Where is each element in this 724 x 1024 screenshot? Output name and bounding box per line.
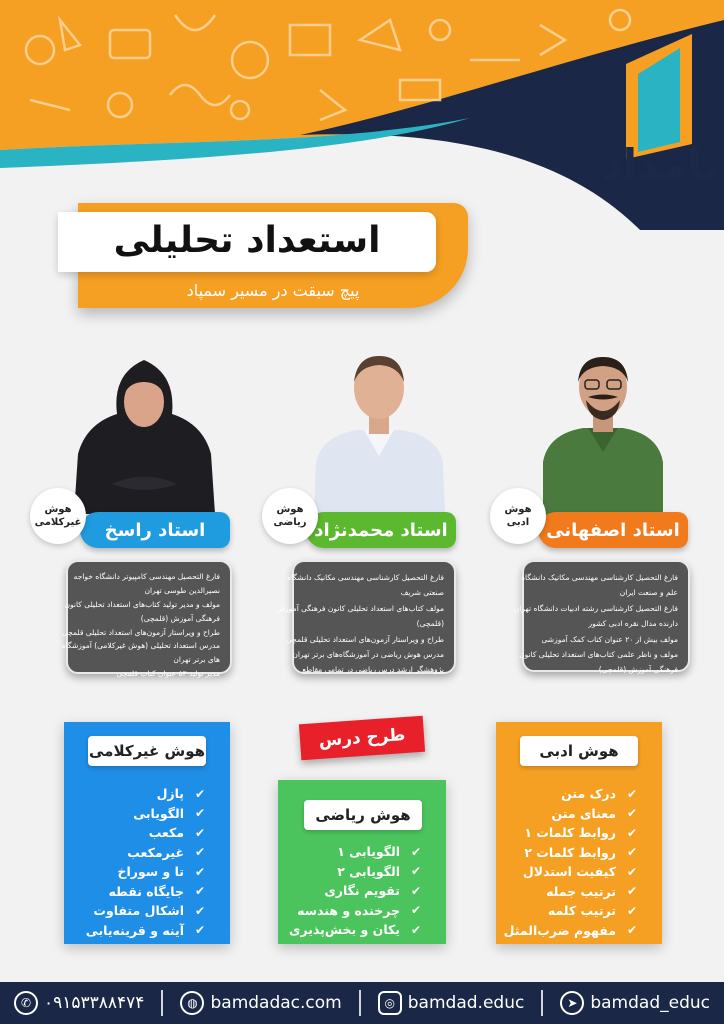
teacher-photo-mohammadnejad (312, 352, 447, 514)
check-icon: ✔ (626, 884, 638, 899)
teacher-name-rasekh: استاد راسخ (80, 512, 230, 548)
check-icon: ✔ (410, 922, 422, 937)
list-item (68, 823, 208, 843)
footer-divider (161, 990, 163, 1016)
card-nonverbal-title: هوش غیرکلامی (88, 736, 206, 766)
list-item-label: غیرمکعب (127, 844, 184, 860)
list-item-label: الگویابی ۱ (337, 844, 400, 860)
check-icon: ✔ (626, 923, 638, 938)
check-icon: ✔ (410, 844, 422, 859)
check-icon: ✔ (626, 903, 638, 918)
list-item (68, 843, 208, 863)
card-literary-title: هوش ادبی (520, 736, 638, 766)
list-item (280, 881, 424, 901)
bio-line: علم و صنعت ایران (619, 588, 678, 598)
instagram-icon: ◎ (378, 991, 402, 1015)
footer-telegram[interactable] (560, 991, 710, 1015)
tag-line: هوش (504, 504, 532, 515)
list-item (68, 921, 208, 941)
card-nonverbal (64, 722, 230, 944)
list-item (280, 920, 424, 940)
list-item (280, 842, 424, 862)
list-item (500, 823, 640, 843)
list-item-label: تا و سوراخ (117, 864, 184, 880)
teacher-bio-rasekh (61, 560, 232, 679)
list-item-label: تقویم نگاری (324, 883, 400, 899)
bio-line: پژوهشگر ارشد درس ریاضی در تمامی مقاطع (302, 665, 444, 675)
list-item-label: الگویابی (133, 805, 184, 821)
bio-line: (قلمچی) (416, 619, 444, 629)
bio-line: فارغ التحصیل مهندسی کامپیوتر دانشگاه خواجه (73, 572, 220, 581)
bio-line: مولف بیش از ۲۰ عنوان کتاب کمک آموزشی (541, 634, 678, 644)
list-item-label: جایگاه نقطه (108, 883, 184, 899)
list-item-label: آینه و قرینه‌یابی (85, 922, 184, 938)
bio-line: فارغ التحصیل کارشناسی مهندسی مکانیک دانشگاه (287, 573, 444, 582)
bio-line: مدرس استعداد تحلیلی (هوش غیرکلامی) آموزشگاه (61, 641, 220, 651)
list-item (500, 784, 640, 804)
teacher-name-esfahani: استاد اصفهانی (538, 512, 688, 548)
teacher-tag-rasekh (30, 488, 86, 544)
check-icon: ✔ (194, 923, 206, 938)
list-item-label: چرخنده و هندسه (297, 902, 400, 918)
list-item-label: الگویابی ۲ (337, 863, 400, 879)
tag-line: هوش (276, 504, 304, 515)
check-icon: ✔ (626, 825, 638, 840)
list-item-label: ترتیب جمله (546, 883, 616, 899)
list-item (280, 862, 424, 882)
check-icon: ✔ (194, 903, 206, 918)
list-item (68, 862, 208, 882)
page-subtitle: پیچ سبقت در مسیر سمپاد (186, 281, 360, 300)
list-item (500, 862, 640, 882)
check-icon: ✔ (194, 864, 206, 879)
list-item (280, 901, 424, 921)
bio-line: نصیرالدین طوسی تهران (144, 585, 220, 595)
list-item (500, 901, 640, 921)
card-math-items (280, 842, 424, 940)
bio-line: مولف و مدیر تولید کتاب‌های استعداد تحلیلی کانون (64, 599, 220, 609)
check-icon: ✔ (194, 884, 206, 899)
bio-line: مولف و ناظر علمی کتاب‌های استعداد تحلیلی کانون (519, 649, 678, 659)
bio-line: مدرس هوش ریاضی در آموزشگاه‌های برتر تهران (292, 649, 444, 659)
footer-instagram[interactable] (378, 991, 525, 1015)
footer-website[interactable] (180, 991, 341, 1015)
phone-number: ۰۹۱۵۳۳۸۸۴۷۴ (44, 993, 145, 1013)
list-item-label: معنای متن (551, 805, 616, 821)
card-math-title: هوش ریاضی (304, 800, 422, 830)
list-item-label: پازل (156, 786, 184, 802)
list-item (68, 804, 208, 824)
check-icon: ✔ (626, 864, 638, 879)
tag-line: ادبی (506, 517, 530, 528)
instagram-handle: bamdad.educ (407, 993, 525, 1013)
list-item (500, 921, 640, 941)
list-item-label: روابط کلمات ۱ (524, 825, 616, 841)
list-item-label: درک متن (561, 786, 616, 802)
bio-line: طراح و ویراستار آزمون‌های استعداد تحلیلی قلمچی (285, 634, 444, 644)
tag-line: ریاضی (273, 517, 307, 528)
bio-line: های برتر تهران (173, 655, 220, 665)
globe-icon: ◍ (180, 991, 204, 1015)
check-icon: ✔ (626, 806, 638, 821)
check-icon: ✔ (194, 845, 206, 860)
bio-line: صنعتی شریف (400, 588, 444, 598)
footer-divider (359, 990, 361, 1016)
list-item (68, 784, 208, 804)
teacher-bio-mohammadnejad (276, 560, 456, 675)
teacher-name-mohammadnejad: استاد محمدنژاد (306, 512, 456, 548)
footer-phone[interactable] (14, 991, 144, 1015)
footer-divider (541, 990, 543, 1016)
bio-line: مدیر تولید ۵۳ عنوان کتاب قلمچی (116, 669, 220, 679)
list-item (500, 843, 640, 863)
teacher-photo-esfahani (538, 352, 668, 517)
contact-footer (0, 982, 724, 1024)
list-item-label: مفهوم ضرب‌المثل (503, 922, 616, 938)
list-item-label: اشکال متفاوت (93, 903, 184, 919)
lesson-plan-badge: طرح درس (299, 716, 425, 761)
teacher-tag-mohammadnejad (262, 488, 318, 544)
list-item-label: یکان و بخش‌پذیری (288, 922, 400, 938)
page-title: استعداد تحلیلی (113, 220, 381, 261)
list-item-label: ترتیب کلمه (547, 903, 616, 919)
list-item (500, 882, 640, 902)
bio-line: فارغ التحصیل کارشناسی مهندسی مکانیک دانشگاه (521, 573, 678, 582)
bio-line: فرهنگی آموزش (قلمچی) (598, 665, 678, 675)
list-item (68, 882, 208, 902)
bio-line: طراح و ویراستار آزمون‌های استعداد تحلیلی قلمچی (61, 627, 220, 637)
card-nonverbal-items (68, 784, 208, 940)
bio-line: دارنده مدال نقره ادبی کشور (588, 619, 678, 629)
logo-text: بامداد (601, 140, 719, 189)
telegram-handle: bamdad_educ (590, 993, 710, 1013)
list-item (68, 901, 208, 921)
bio-line: فارغ التحصیل کارشناسی رشته ادبیات دانشگاه تهران (513, 603, 678, 613)
telegram-icon: ➤ (560, 991, 584, 1015)
list-item-label: روابط کلمات ۲ (524, 844, 616, 860)
bio-line: مولف کتاب‌های استعداد تحلیلی کانون فرهنگی آموزش (276, 603, 444, 613)
card-literary-items (500, 784, 640, 940)
website-link: bamdadac.com (210, 993, 342, 1013)
check-icon: ✔ (626, 845, 638, 860)
check-icon: ✔ (410, 864, 422, 879)
tag-line: غیرکلامی (34, 517, 82, 528)
bio-line: فرهنگی آموزش (قلمچی) (140, 613, 220, 623)
teacher-tag-esfahani (490, 488, 546, 544)
phone-icon: ✆ (14, 991, 38, 1015)
card-math (278, 780, 446, 944)
tag-line: هوش (44, 504, 72, 515)
check-icon: ✔ (194, 806, 206, 821)
check-icon: ✔ (410, 883, 422, 898)
teacher-bio-esfahani (513, 560, 690, 675)
list-item (500, 804, 640, 824)
check-icon: ✔ (194, 825, 206, 840)
check-icon: ✔ (410, 903, 422, 918)
check-icon: ✔ (626, 786, 638, 801)
list-item-label: کیفیت استدلال (522, 864, 616, 880)
card-literary (496, 722, 662, 944)
list-item-label: مکعب (148, 825, 184, 841)
teacher-photo-rasekh (72, 354, 217, 514)
check-icon: ✔ (194, 786, 206, 801)
